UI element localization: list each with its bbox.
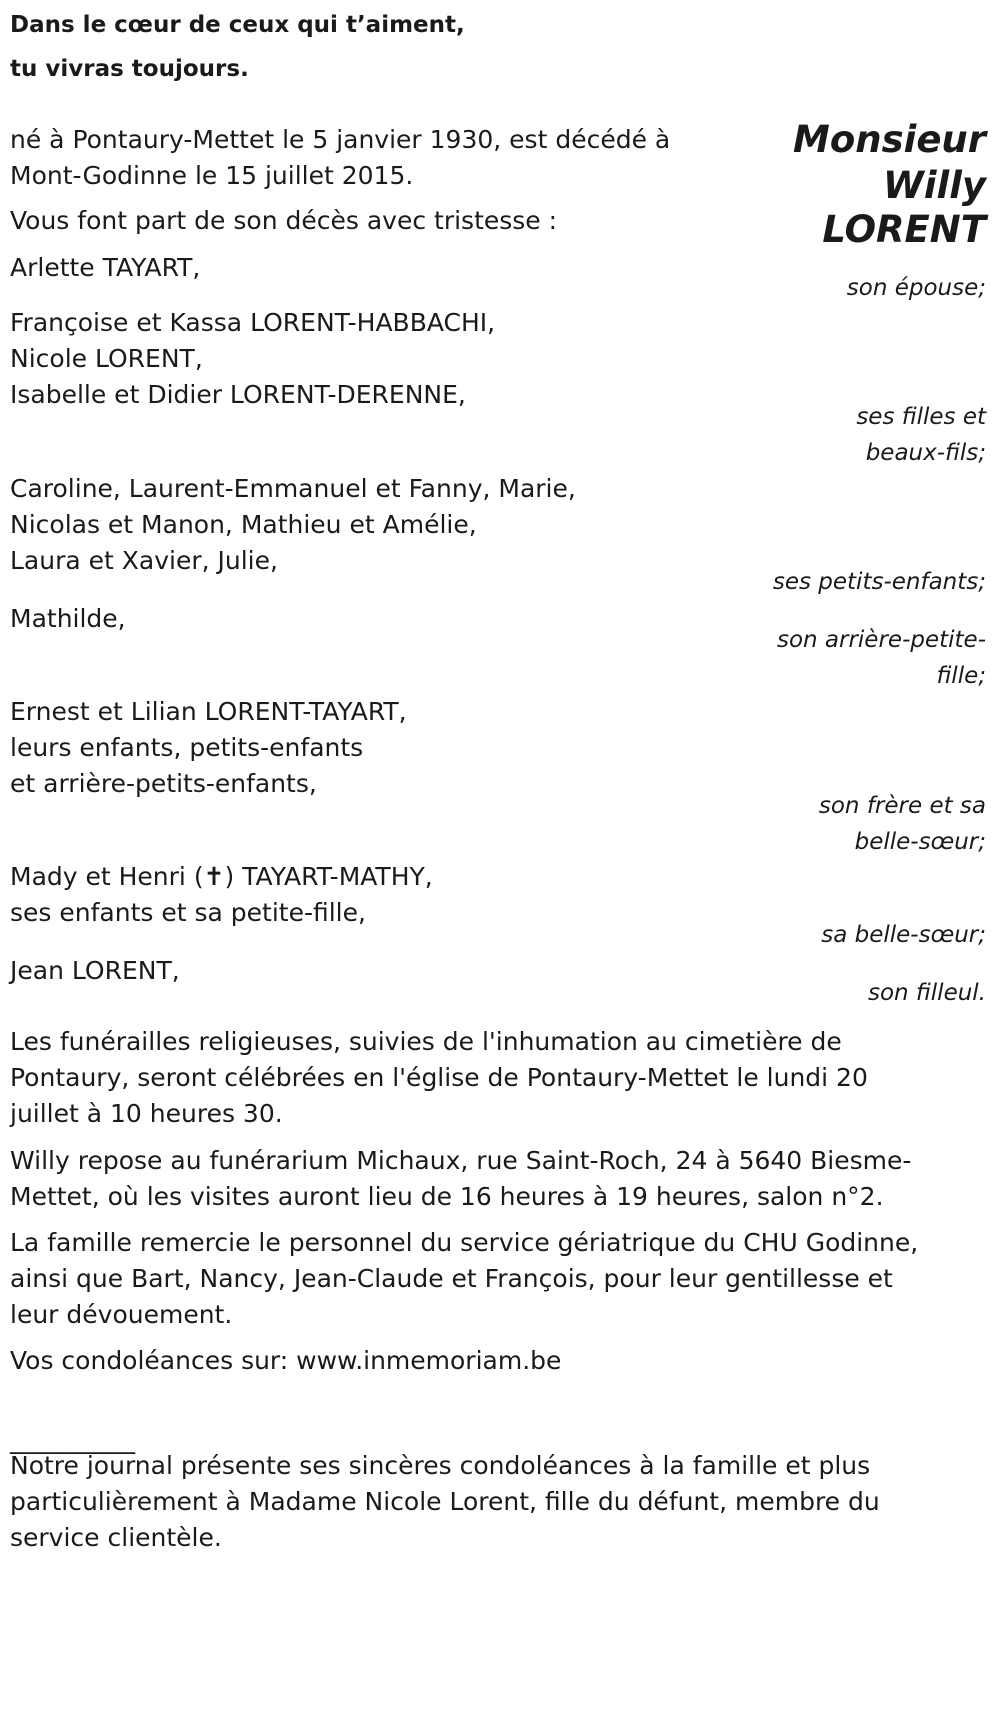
announce-line: Vous font part de son décès avec tristesse : [10, 206, 558, 235]
deceased-honorific: Monsieur [793, 118, 986, 161]
funeral-text: Les funérailles religieuses, suivies de l'inhumation au cimetière de [10, 1027, 842, 1056]
birth-line-2: Mont-Godinne le 15 juillet 2015. [10, 161, 414, 190]
family-line: Mathilde, [10, 604, 126, 633]
thanks-text: leur dévouement. [10, 1300, 233, 1329]
epigraph-line-1: Dans le cœur de ceux qui t’aiment, [10, 12, 465, 38]
birth-line-1: né à Pontaury-Mettet le 5 janvier 1930, est décédé à [10, 125, 671, 154]
family-line: Nicole LORENT, [10, 344, 203, 373]
funerarium-text: Willy repose au funérarium Michaux, rue Saint-Roch, 24 à 5640 Biesme- [10, 1146, 912, 1175]
family-line: Jean LORENT, [10, 956, 180, 985]
relation-label: son frère et sa [818, 793, 986, 819]
separator-rule: __________ [10, 1425, 135, 1454]
footer-text: service clientèle. [10, 1523, 222, 1552]
relation-label: belle-sœur; [854, 829, 986, 855]
family-line: Françoise et Kassa LORENT-HABBACHI, [10, 308, 496, 337]
relation-label: beaux-fils; [865, 440, 986, 466]
footer-text: Notre journal présente ses sincères condoléances à la famille et plus [10, 1451, 871, 1480]
family-line: Ernest et Lilian LORENT-TAYART, [10, 697, 407, 726]
relation-label: ses petits-enfants; [772, 569, 986, 595]
family-line: Laura et Xavier, Julie, [10, 546, 278, 575]
family-line: Caroline, Laurent-Emmanuel et Fanny, Marie, [10, 474, 576, 503]
family-line: Mady et Henri (✝) TAYART-MATHY, [10, 862, 433, 891]
funeral-text: juillet à 10 heures 30. [10, 1099, 283, 1128]
relation-label: son épouse; [846, 275, 986, 301]
relation-label: ses filles et [856, 404, 986, 430]
relation-label: fille; [936, 663, 986, 689]
footer-text: particulièrement à Madame Nicole Lorent, fille du défunt, membre du [10, 1487, 880, 1516]
family-line: et arrière-petits-enfants, [10, 769, 317, 798]
deceased-lastname: LORENT [822, 208, 986, 251]
thanks-text: ainsi que Bart, Nancy, Jean-Claude et François, pour leur gentillesse et [10, 1264, 893, 1293]
deceased-firstname: Willy [883, 164, 986, 207]
funeral-text: Pontaury, seront célébrées en l'église de Pontaury-Mettet le lundi 20 [10, 1063, 868, 1092]
family-line: Nicolas et Manon, Mathieu et Amélie, [10, 510, 477, 539]
family-line: Isabelle et Didier LORENT-DERENNE, [10, 380, 466, 409]
relation-label: son filleul. [867, 980, 986, 1006]
funerarium-text: Mettet, où les visites auront lieu de 16 heures à 19 heures, salon n°2. [10, 1182, 884, 1211]
condolences-link: Vos condoléances sur: www.inmemoriam.be [10, 1346, 562, 1375]
family-line: Arlette TAYART, [10, 253, 201, 282]
family-line: ses enfants et sa petite-fille, [10, 898, 366, 927]
family-line: leurs enfants, petits-enfants [10, 733, 364, 762]
relation-label: sa belle-sœur; [821, 922, 986, 948]
relation-label: son arrière-petite- [776, 627, 986, 653]
thanks-text: La famille remercie le personnel du service gériatrique du CHU Godinne, [10, 1228, 919, 1257]
epigraph-line-2: tu vivras toujours. [10, 56, 249, 82]
